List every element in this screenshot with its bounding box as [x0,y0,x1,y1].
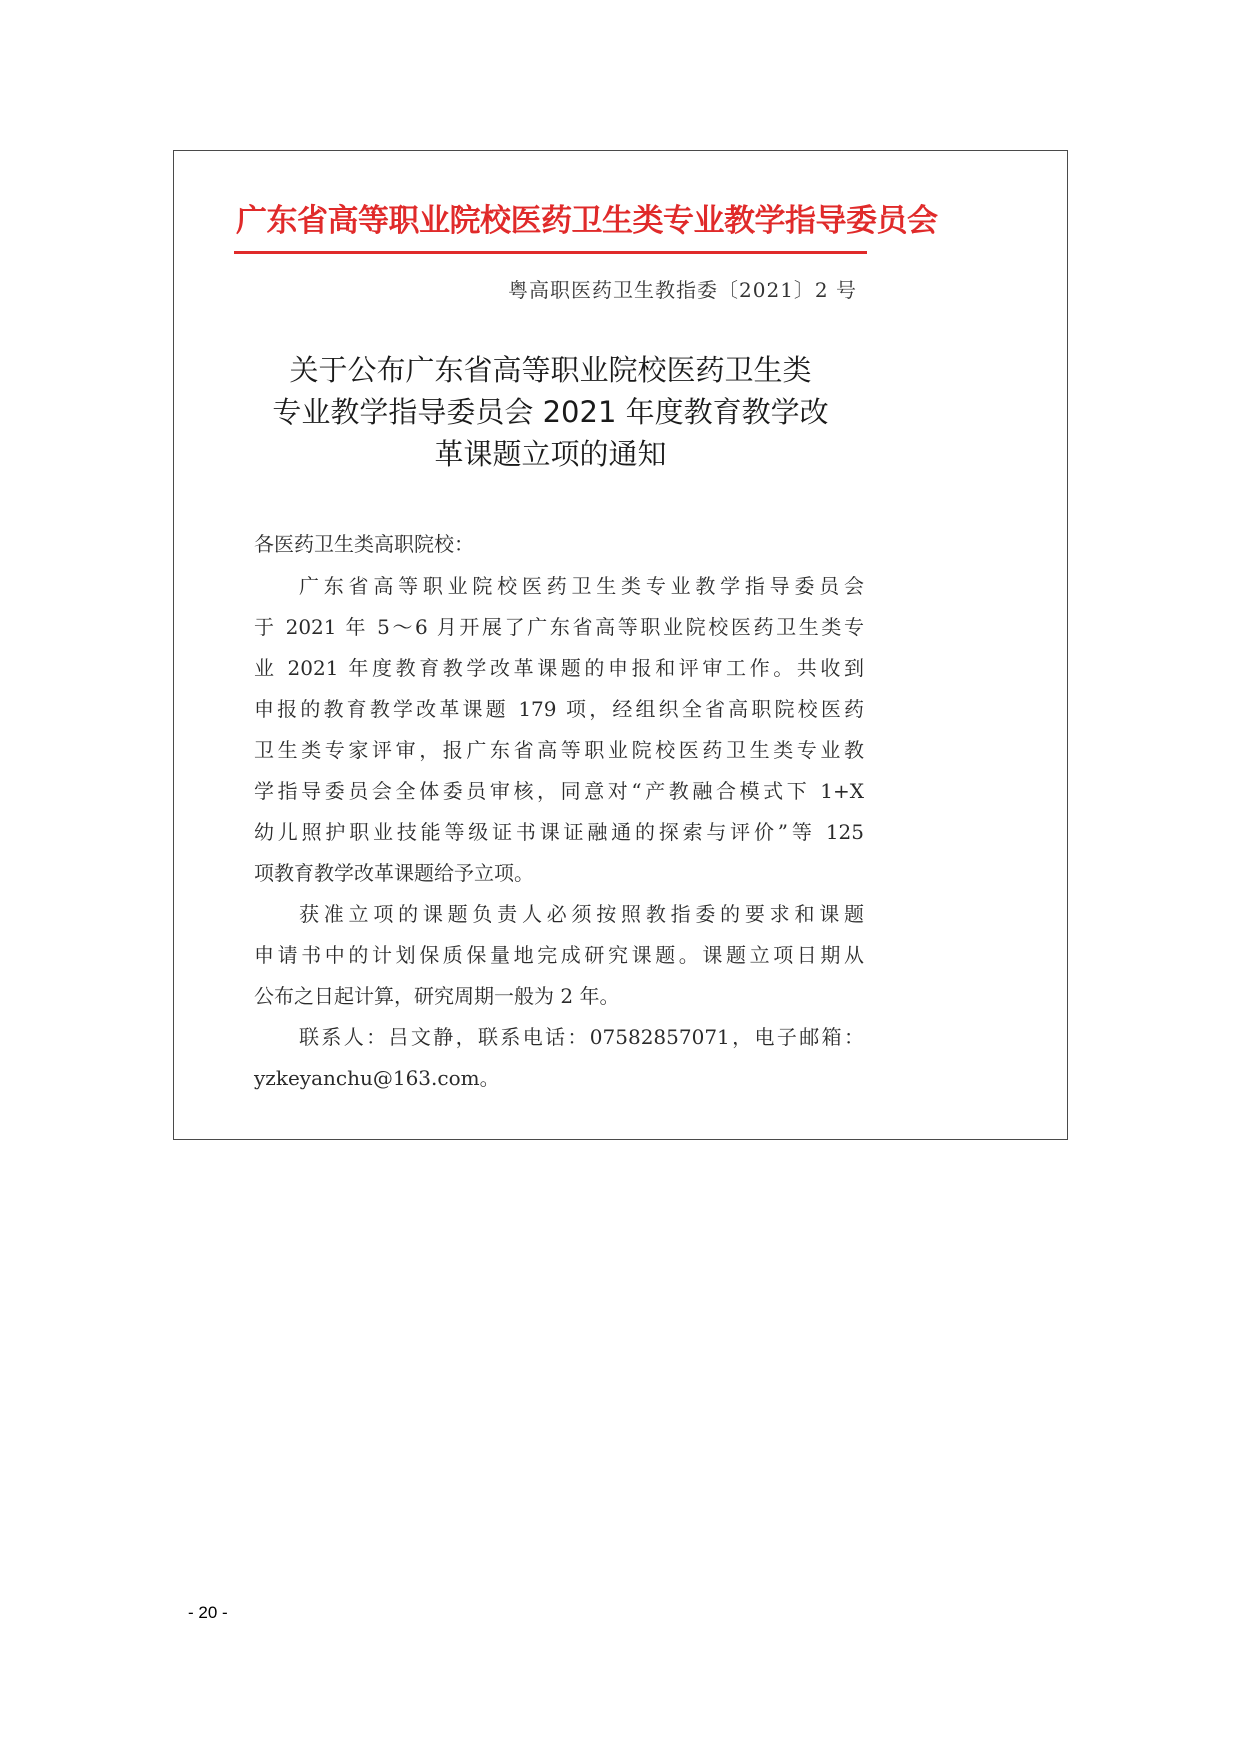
title-line: 专业教学指导委员会 2021 年度教育教学改 [272,395,829,429]
title-line: 关于公布广东省高等职业院校医药卫生类 [289,353,812,387]
notice-title [234,349,867,475]
org-header-title: 广东省高等职业院校医药卫生类专业教学指导委员会 [236,203,938,239]
paragraph-1-line: 卫生类专家评审，报广东省高等职业院校医药卫生类专业教 [254,738,864,762]
paragraph-1-line: 幼儿照护职业技能等级证书课证融通的探索与评价”等 125 [254,820,864,844]
paragraph-1-line: 于 2021 年 5～6 月开展了广东省高等职业院校医药卫生类专 [254,615,864,639]
paragraph-1-line: 学指导委员会全体委员审核，同意对“产教融合模式下 1+X [254,779,864,803]
paragraph-2-line: 获准立项的课题负责人必须按照教指委的要求和课题 [299,902,864,926]
paragraph-3-line: 联系人：吕文静，联系电话：07582857071，电子邮箱： [299,1025,864,1049]
document-image-frame [173,150,1068,1140]
paragraph-1-line: 申报的教育教学改革课题 179 项，经组织全省高职院校医药 [254,697,864,721]
salutation: 各医药卫生类高职院校： [254,532,474,556]
paragraph-1-line: 项教育教学改革课题给予立项。 [254,861,534,885]
paragraph-1-line: 广东省高等职业院校医药卫生类专业教学指导委员会 [299,574,864,598]
contact-email: yzkeyanchu@163.com。 [254,1066,500,1090]
title-line: 革课题立项的通知 [434,437,667,471]
document-number: 粤高职医药卫生教指委〔2021〕2 号 [508,278,857,302]
paragraph-2-line: 申请书中的计划保质保量地完成研究课题。课题立项日期从 [254,943,864,967]
header-red-rule [234,251,867,254]
page-number: - 20 - [188,1603,228,1622]
paragraph-2-line: 公布之日起计算，研究周期一般为 2 年。 [254,984,620,1008]
paragraph-1-line: 业 2021 年度教育教学改革课题的申报和评审工作。共收到 [254,656,864,680]
